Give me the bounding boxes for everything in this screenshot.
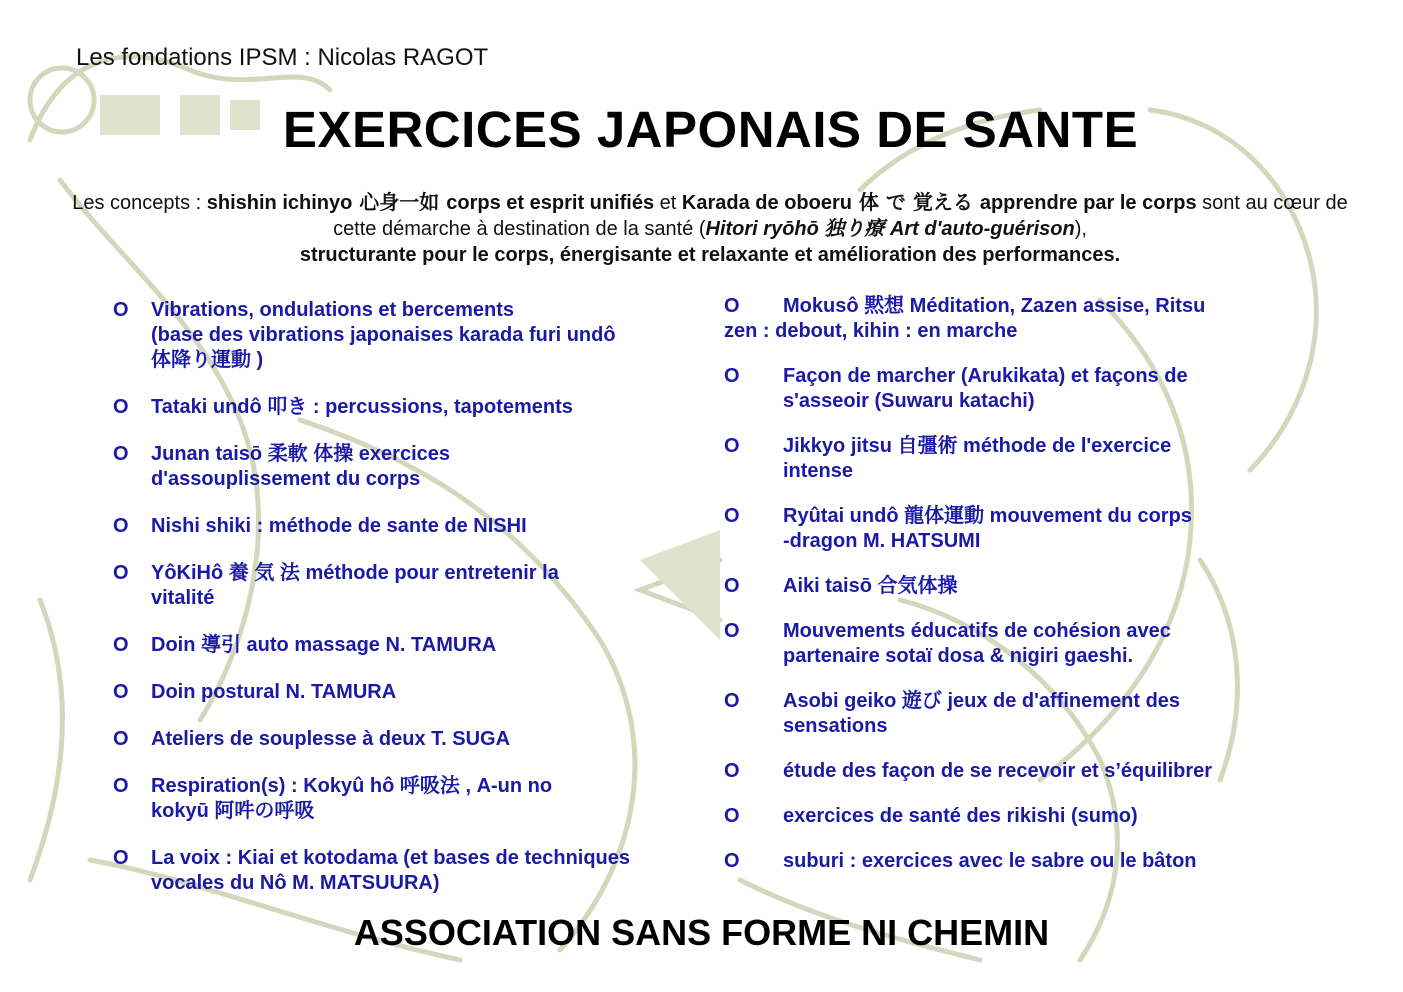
item-line: Jikkyo jitsu 自彊術 méthode de l'exercice xyxy=(783,435,1172,457)
bullet-marker: O xyxy=(113,681,129,703)
bullet-marker: O xyxy=(724,505,740,527)
item-line: suburi : exercices avec le sabre ou le bâton xyxy=(783,850,1197,872)
item-line: intense xyxy=(783,460,854,482)
bullet-marker: O xyxy=(113,775,129,797)
list-item xyxy=(113,514,693,539)
item-line: Mokusô 黙想 Méditation, Zazen assise, Ritsu xyxy=(783,295,1206,317)
item-line: vitalité xyxy=(151,587,215,609)
intro-text-4: ), xyxy=(1074,218,1087,240)
bullet-marker: O xyxy=(724,620,740,642)
item-line: (base des vibrations japonaises karada furi undô xyxy=(151,324,616,346)
bullet-marker: O xyxy=(113,728,129,750)
intro-text-3: sont au cœur de cette démarche à destination de la santé ( xyxy=(333,192,1348,240)
item-line: Aiki taisō 合気体操 xyxy=(783,575,958,597)
item-line: Ateliers de souplesse à deux T. SUGA xyxy=(151,728,511,750)
item-line: Asobi geiko 遊び jeux de d'affinement des xyxy=(783,690,1181,712)
list-item xyxy=(113,727,693,752)
list-item xyxy=(724,849,1284,874)
intro-paragraph xyxy=(70,189,1350,268)
item-line: partenaire sotaï dosa & nigiri gaeshi. xyxy=(783,645,1134,667)
bullet-marker: O xyxy=(113,299,129,321)
intro-text-1: Les concepts : xyxy=(72,192,207,214)
item-line: Mouvements éducatifs de cohésion avec xyxy=(783,620,1171,642)
footer-association-name: ASSOCIATION SANS FORME NI CHEMIN xyxy=(353,912,1050,953)
bullet-marker: O xyxy=(724,805,740,827)
intro-term-hitori: Hitori ryōhō 独り療 Art d'auto-guérison xyxy=(705,218,1075,240)
item-line: 体降り運動 ) xyxy=(151,349,264,371)
intro-summary: structurante pour le corps, énergisante et relaxante et amélioration des performances. xyxy=(299,244,1121,266)
bullet-marker: O xyxy=(724,295,740,317)
list-item xyxy=(113,633,693,658)
list-item xyxy=(724,294,1284,344)
item-line: Tataki undô 叩き : percussions, tapotements xyxy=(151,396,573,418)
exercise-list-left xyxy=(113,298,693,918)
item-line: kokyū 阿吽の呼吸 xyxy=(151,800,315,822)
item-line: s'asseoir (Suwaru katachi) xyxy=(783,390,1035,412)
item-line: Nishi shiki : méthode de sante de NISHI xyxy=(151,515,527,537)
item-line: étude des façon de se recevoir et s’équilibrer xyxy=(783,760,1213,782)
list-item xyxy=(113,395,693,420)
intro-kanji-karada: 体 で 覚える xyxy=(851,190,980,214)
item-line: YôKiHô 養 気 法 méthode pour entretenir la xyxy=(151,562,559,584)
item-line: vocales du Nô M. MATSUURA) xyxy=(151,872,440,894)
item-line: Doin 導引 auto massage N. TAMURA xyxy=(151,634,497,656)
intro-term-apprendre: apprendre par le corps xyxy=(979,192,1197,214)
list-item xyxy=(724,619,1284,669)
bullet-marker: O xyxy=(113,515,129,537)
list-item xyxy=(724,504,1284,554)
intro-text-2: et xyxy=(654,192,682,214)
item-line: Façon de marcher (Arukikata) et façons de xyxy=(783,365,1188,387)
list-item xyxy=(724,364,1284,414)
bullet-marker: O xyxy=(724,365,740,387)
bullet-marker: O xyxy=(724,575,740,597)
bullet-marker: O xyxy=(724,690,740,712)
item-line: zen : debout, kihin : en marche xyxy=(724,320,1018,342)
intro-term-shishin: shishin ichinyo xyxy=(206,192,353,214)
item-line: sensations xyxy=(783,715,888,737)
list-item xyxy=(113,774,693,824)
list-item xyxy=(113,298,693,373)
bullet-marker: O xyxy=(113,443,129,465)
item-line: Junan taisō 柔軟 体操 exercices xyxy=(151,443,451,465)
list-item xyxy=(113,561,693,611)
item-line: -dragon M. HATSUMI xyxy=(783,530,981,552)
item-line: Doin postural N. TAMURA xyxy=(151,681,397,703)
bullet-marker: O xyxy=(113,634,129,656)
list-item xyxy=(113,846,693,896)
bullet-marker: O xyxy=(724,850,740,872)
intro-kanji-shishin: 心身一如 xyxy=(352,190,447,214)
item-line: Vibrations, ondulations et bercements xyxy=(151,299,515,321)
item-line: exercices de santé des rikishi (sumo) xyxy=(783,805,1138,827)
bullet-marker: O xyxy=(724,760,740,782)
bullet-marker: O xyxy=(113,847,129,869)
header-author-line: Les fondations IPSM : Nicolas RAGOT xyxy=(76,44,489,71)
bullet-marker: O xyxy=(724,435,740,457)
page-title: EXERCICES JAPONAIS DE SANTE xyxy=(282,101,1139,158)
list-item xyxy=(113,680,693,705)
list-item xyxy=(113,442,693,492)
exercise-list-right xyxy=(724,294,1284,894)
intro-term-corps-esprit: corps et esprit unifiés xyxy=(446,192,655,214)
bullet-marker: O xyxy=(113,562,129,584)
intro-term-karada: Karada de oboeru xyxy=(681,192,852,214)
item-line: d'assouplissement du corps xyxy=(151,468,421,490)
list-item xyxy=(724,689,1284,739)
list-item xyxy=(724,434,1284,484)
list-item xyxy=(724,804,1284,829)
bullet-marker: O xyxy=(113,396,129,418)
list-item xyxy=(724,574,1284,599)
item-line: Ryûtai undô 龍体運動 mouvement du corps xyxy=(783,505,1192,527)
item-line: La voix : Kiai et kotodama (et bases de techniques xyxy=(151,847,631,869)
list-item xyxy=(724,759,1284,784)
item-line: Respiration(s) : Kokyû hô 呼吸法 , A-un no xyxy=(151,775,553,797)
